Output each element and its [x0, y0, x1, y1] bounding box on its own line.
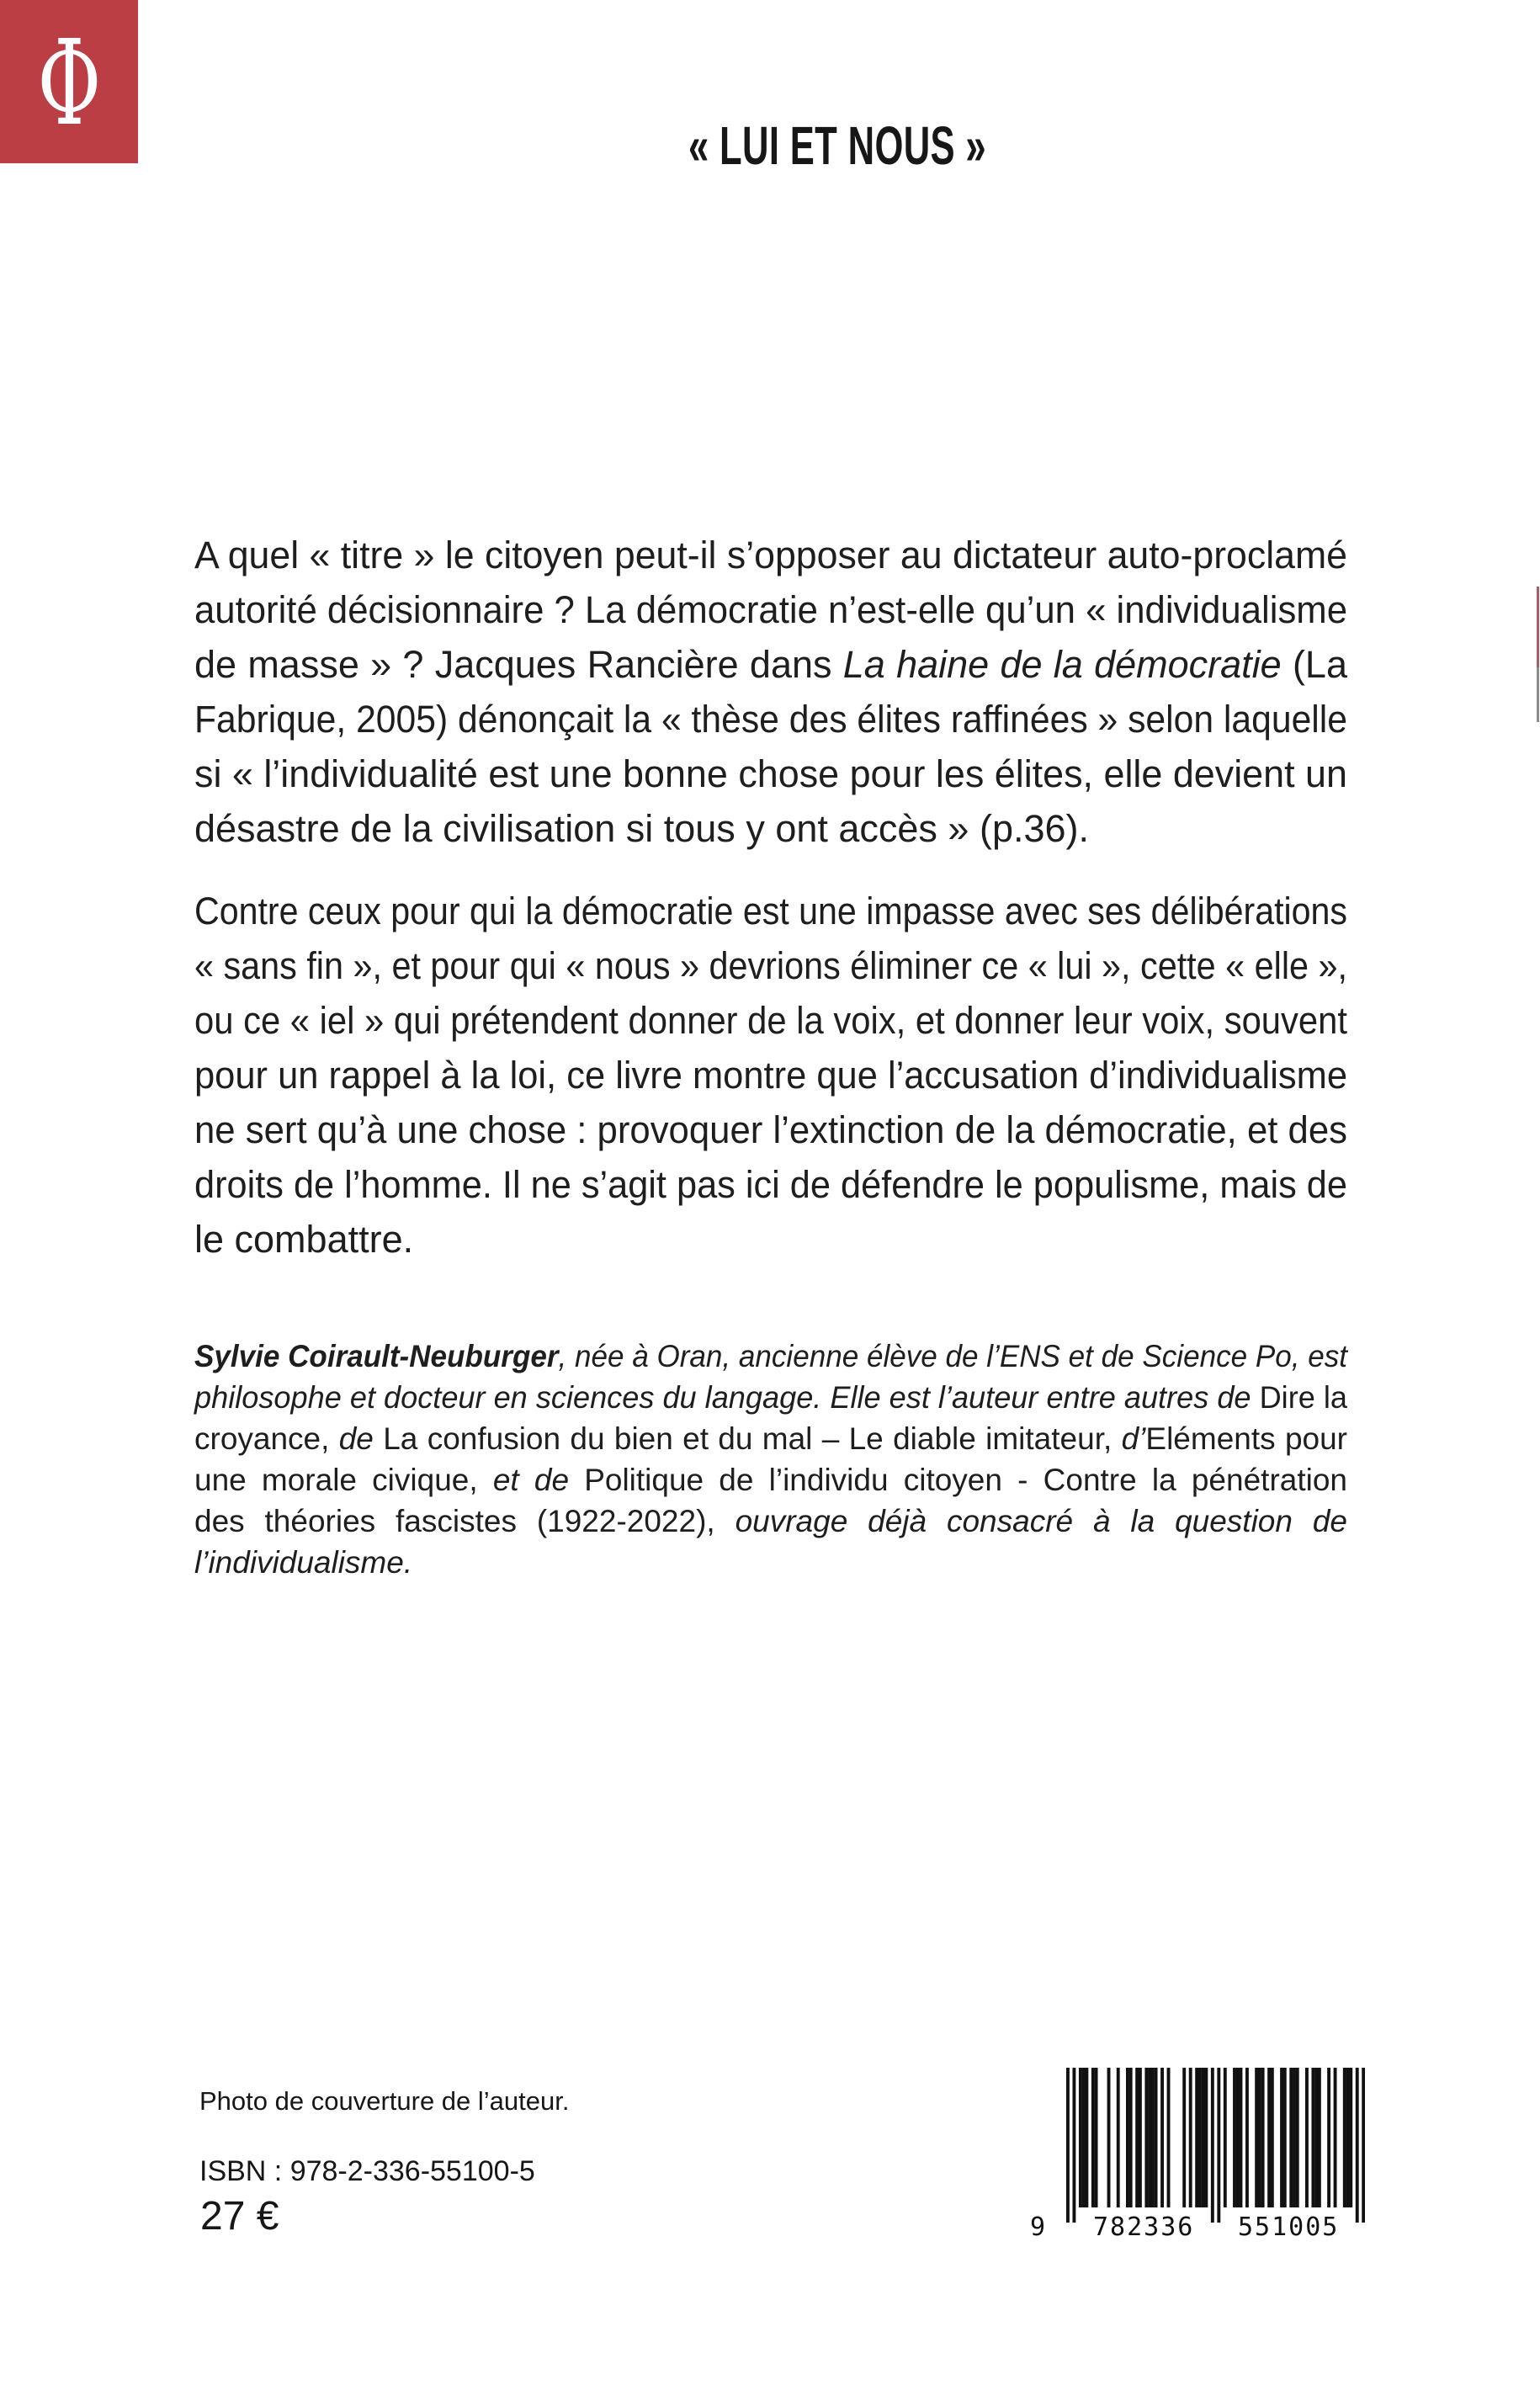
isbn: ISBN : 978-2-336-55100-5: [199, 2155, 535, 2187]
text-line: ou ce « iel » qui prétendent donner de la voix, et donner leur voix, souvent: [194, 999, 1347, 1042]
text-line: pour un rappel à la loi, ce livre montre que l’accusation d’individualisme: [194, 1054, 1347, 1097]
page-edge-artifact-red: [1537, 587, 1539, 667]
ean13-barcode: [1066, 2068, 1365, 2223]
barcode-right-group: 551005: [1238, 2212, 1340, 2242]
text-line: droits de l’homme. Il ne s’agit pas ici de défendre le populisme, mais de: [194, 1163, 1347, 1206]
text-line: Sylvie Coirault-Neuburger, née à Oran, ancienne élève de l’ENS et de Science Po, est: [194, 1339, 1347, 1373]
barcode-left-group: 782336: [1093, 2212, 1195, 2242]
photo-credit: Photo de couverture de l’auteur.: [199, 2086, 570, 2116]
phi-icon: Φ: [37, 15, 101, 152]
book-title-text: « LUI ET NOUS »: [688, 115, 986, 176]
text-line: A quel « titre » le citoyen peut-il s’opposer au dictateur auto-proclamé: [194, 534, 1347, 576]
text-line: Fabrique, 2005) dénonçait la « thèse des élites raffinées » selon laquelle: [194, 698, 1347, 741]
price: 27 €: [200, 2194, 279, 2239]
barcode-digit-9: 9: [1030, 2212, 1046, 2242]
text-line: « sans fin », et pour qui « nous » devrions éliminer ce « lui », cette « elle »,: [194, 944, 1347, 987]
text-line: croyance, de La confusion du bien et du mal – Le diable imitateur, d’Eléments pour: [194, 1421, 1347, 1456]
text-line: autorité décisionnaire ? La démocratie n’est-elle qu’un « individualisme: [194, 588, 1347, 631]
page-edge-artifact-gray: [1537, 667, 1539, 722]
barcode: [1066, 2068, 1365, 2223]
text-line: philosophe et docteur en sciences du langage. Elle est l’auteur entre autres de Dire la: [194, 1380, 1347, 1415]
text-line: de masse » ? Jacques Rancière dans La haine de la démocratie (La: [194, 643, 1347, 686]
author-bio: [194, 1336, 1347, 1583]
book-title: [688, 115, 986, 176]
publisher-logo: [0, 0, 138, 163]
text-line: si « l’individualité est une bonne chose pour les élites, elle devient un: [194, 752, 1347, 795]
text-line: l’individualisme.: [194, 1545, 413, 1580]
synopsis-paragraph-1: [194, 528, 1347, 856]
text-line: désastre de la civilisation si tous y ont accès » (p.36).: [194, 807, 1090, 850]
text-line: une morale civique, et de Politique de l’individu citoyen - Contre la pénétration: [194, 1463, 1347, 1497]
text-line: Contre ceux pour qui la démocratie est une impasse avec ses délibérations: [194, 890, 1347, 932]
text-line: ne sert qu’à une chose : provoquer l’extinction de la démocratie, et des: [194, 1108, 1347, 1151]
book-title-line: [688, 115, 986, 176]
text-line: le combattre.: [194, 1218, 414, 1261]
synopsis-paragraph-2: [194, 884, 1347, 1267]
text-line: des théories fascistes (1922-2022), ouvrage déjà consacré à la question de: [194, 1504, 1347, 1538]
